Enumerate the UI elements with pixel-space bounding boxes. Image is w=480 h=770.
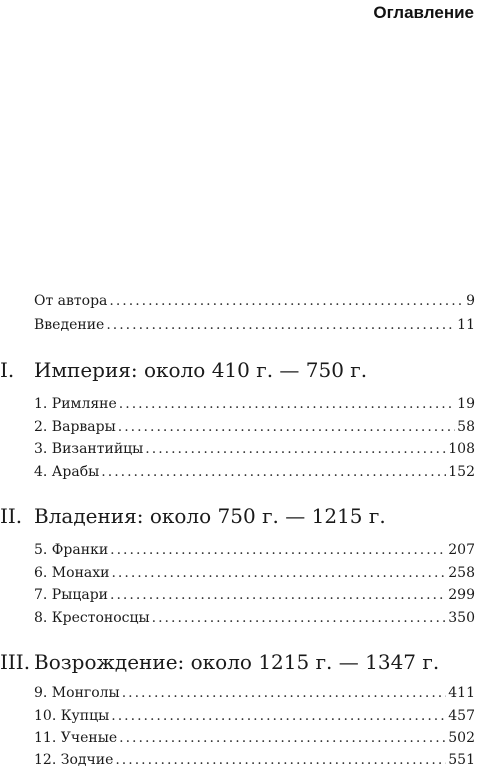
toc-leader-dots	[145, 439, 446, 459]
toc-entry-page: 299	[448, 587, 475, 603]
toc-entry-label: 6. Монахи	[34, 565, 110, 581]
toc-entry-page: 58	[457, 419, 475, 435]
toc-entry-introduction[interactable]	[34, 315, 475, 335]
toc-entry-page: 19	[457, 396, 475, 412]
toc-entry-page: 411	[448, 685, 475, 701]
toc-entry-chapter[interactable]	[34, 439, 475, 459]
toc-leader-dots	[101, 462, 446, 482]
toc-entry-label: От автора	[34, 293, 108, 309]
toc-entry-chapter[interactable]	[34, 608, 475, 628]
toc-entry-chapter[interactable]	[34, 417, 475, 437]
toc-entry-label: 1. Римляне	[34, 396, 117, 412]
toc-leader-dots	[152, 608, 447, 628]
part-title: Возрождение: около 1215 г. — 1347 г.	[34, 650, 440, 674]
toc-entry-label: 11. Ученые	[34, 730, 118, 746]
toc-entry-page: 9	[466, 293, 475, 309]
toc-leader-dots	[119, 394, 455, 414]
toc-entry-label: 7. Рыцари	[34, 587, 109, 603]
toc-leader-dots	[110, 540, 446, 560]
toc-entry-label: 4. Арабы	[34, 464, 100, 480]
toc-leader-dots	[122, 683, 447, 703]
toc-entry-chapter[interactable]	[34, 728, 475, 748]
toc-entry-page: 457	[448, 708, 475, 724]
toc-entry-chapter[interactable]	[34, 462, 475, 482]
toc-leader-dots	[109, 291, 464, 311]
toc-entry-page: 258	[448, 565, 475, 581]
toc-entry-page: 502	[448, 730, 475, 746]
toc-leader-dots	[111, 706, 446, 726]
toc-entry-page: 207	[448, 542, 475, 558]
part-numeral: II.	[0, 504, 23, 528]
toc-entry-page: 11	[457, 317, 475, 333]
toc-entry-page: 551	[448, 752, 475, 768]
toc-entry-label: 3. Византийцы	[34, 441, 144, 457]
toc-part-heading[interactable]	[0, 355, 367, 385]
toc-leader-dots	[115, 750, 446, 770]
toc-entry-page: 350	[448, 610, 475, 626]
toc-leader-dots	[110, 585, 446, 605]
toc-entry-chapter[interactable]	[34, 706, 475, 726]
page-title: Оглавление	[373, 3, 474, 22]
toc-entry-label: 5. Франки	[34, 542, 109, 558]
part-numeral: III.	[0, 650, 31, 674]
toc-entry-page: 152	[448, 464, 475, 480]
toc-entry-label: 10. Купцы	[34, 708, 110, 724]
part-title: Империя: около 410 г. — 750 г.	[34, 358, 368, 382]
part-numeral: I.	[0, 358, 15, 382]
toc-entry-chapter[interactable]	[34, 563, 475, 583]
toc-leader-dots	[106, 315, 455, 335]
toc-part-heading[interactable]	[0, 501, 386, 531]
toc-entry-chapter[interactable]	[34, 750, 475, 770]
toc-entry-chapter[interactable]	[34, 540, 475, 560]
toc-leader-dots	[111, 563, 446, 583]
toc-leader-dots	[119, 728, 446, 748]
toc-leader-dots	[118, 417, 455, 437]
toc-part-heading[interactable]	[0, 647, 439, 677]
toc-entry-label: 9. Монголы	[34, 685, 120, 701]
part-title: Владения: около 750 г. — 1215 г.	[34, 504, 386, 528]
toc-entry-author[interactable]	[34, 291, 475, 311]
toc-entry-label: Введение	[34, 317, 105, 333]
toc-entry-chapter[interactable]	[34, 585, 475, 605]
toc-entry-label: 8. Крестоносцы	[34, 610, 150, 626]
toc-entry-label: 12. Зодчие	[34, 752, 114, 768]
toc-entry-label: 2. Варвары	[34, 419, 116, 435]
toc-entry-chapter[interactable]	[34, 394, 475, 414]
toc-entry-chapter[interactable]	[34, 683, 475, 703]
toc-entry-page: 108	[448, 441, 475, 457]
